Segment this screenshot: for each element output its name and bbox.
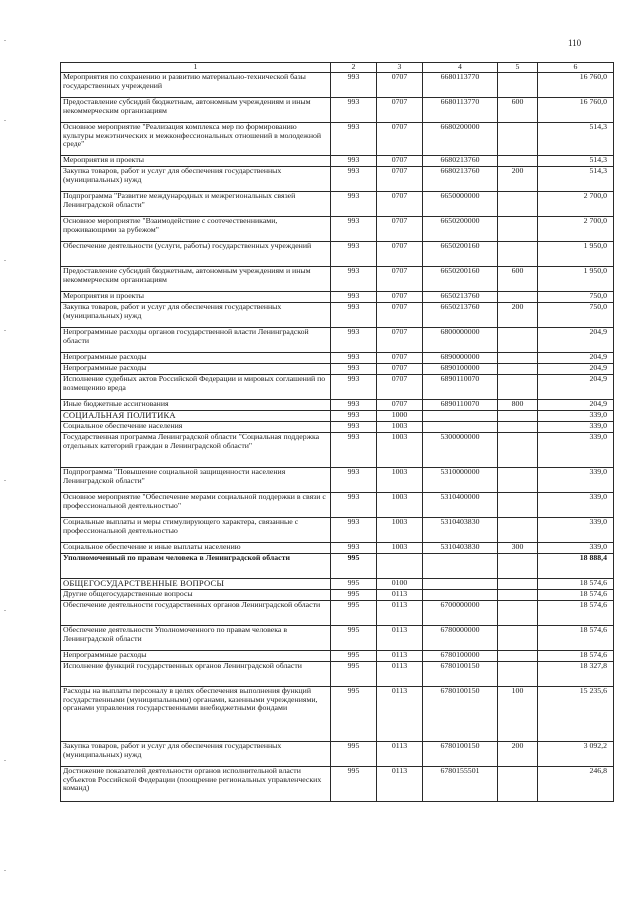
row-amount-cell: 204,9 [538, 328, 614, 353]
row-expense-type-cell: 600 [498, 267, 538, 292]
row-section-code-cell: 0707 [377, 328, 423, 353]
column-header: 1 [61, 63, 331, 73]
row-name-cell: Закупка товаров, работ и услуг для обеспечения государственных (муниципальных) нужд [61, 742, 331, 767]
row-name-cell: Основное мероприятие "Реализация комплекса мер по формированию культуры межэтнических и межконфессиональных отношений в молодежной среде" [61, 123, 331, 156]
row-name-cell: Обеспечение деятельности государственных органов Ленинградской области [61, 601, 331, 626]
row-amount-cell: 204,9 [538, 400, 614, 411]
row-section-code-cell: 1003 [377, 468, 423, 493]
row-gr-code-cell: 993 [331, 167, 377, 192]
row-name-cell: Предоставление субсидий бюджетным, автономным учреждениям и иным некоммерческим организациям [61, 267, 331, 292]
table-row [61, 518, 614, 543]
row-section-code-cell: 0707 [377, 364, 423, 375]
row-amount-cell: 15 235,6 [538, 687, 614, 742]
row-target-code-cell: 6650000000 [423, 192, 498, 217]
row-target-code-cell: 6650213760 [423, 303, 498, 328]
row-section-code-cell: 0707 [377, 242, 423, 267]
row-expense-type-cell [498, 292, 538, 303]
row-name-cell: Основное мероприятие "Взаимодействие с соотечественниками, проживающими за рубежом" [61, 217, 331, 242]
row-section-code-cell: 0113 [377, 601, 423, 626]
row-name-cell: Обеспечение деятельности Уполномоченного по правам человека в Ленинградской области [61, 626, 331, 651]
row-section-code-cell: 0707 [377, 267, 423, 292]
row-expense-type-cell [498, 590, 538, 601]
table-row [61, 468, 614, 493]
row-section-code-cell: 0113 [377, 687, 423, 742]
row-gr-code-cell: 995 [331, 662, 377, 687]
row-name-cell: Подпрограмма "Повышение социальной защищенности населения Ленинградской области" [61, 468, 331, 493]
row-section-code-cell: 0707 [377, 353, 423, 364]
row-gr-code-cell: 993 [331, 328, 377, 353]
row-target-code-cell: 6680200000 [423, 123, 498, 156]
page-number: 110 [568, 38, 582, 48]
row-name-cell: Достижение показателей деятельности органов исполнительной власти субъектов Российской Федерации (поощрение региональных управленческих команд) [61, 767, 331, 802]
row-name-cell: Исполнение функций государственных органов Ленинградской области [61, 662, 331, 687]
table-row [61, 375, 614, 400]
row-gr-code-cell: 995 [331, 651, 377, 662]
row-gr-code-cell: 995 [331, 626, 377, 651]
row-gr-code-cell: 993 [331, 217, 377, 242]
row-section-code-cell: 1003 [377, 493, 423, 518]
row-gr-code-cell: 993 [331, 433, 377, 468]
row-gr-code-cell: 995 [331, 767, 377, 802]
column-header: 4 [423, 63, 498, 73]
row-target-code-cell: 6680213760 [423, 156, 498, 167]
row-amount-cell: 1 950,0 [538, 242, 614, 267]
row-expense-type-cell [498, 328, 538, 353]
table-row [61, 493, 614, 518]
row-gr-code-cell: 995 [331, 601, 377, 626]
row-amount-cell: 18 888,4 [538, 554, 614, 579]
table-row [61, 123, 614, 156]
row-expense-type-cell: 200 [498, 742, 538, 767]
scan-edge-marks [4, 0, 8, 905]
row-expense-type-cell [498, 468, 538, 493]
row-gr-code-cell: 995 [331, 590, 377, 601]
row-target-code-cell: 6680113770 [423, 73, 498, 98]
row-name-cell: Непрограммные расходы органов государственной власти Ленинградской области [61, 328, 331, 353]
table-row [61, 433, 614, 468]
table-row [61, 651, 614, 662]
row-gr-code-cell: 993 [331, 98, 377, 123]
row-section-code-cell: 0707 [377, 292, 423, 303]
row-name-cell: Социальное обеспечение населения [61, 422, 331, 433]
row-name-cell: Уполномоченный по правам человека в Ленинградской области [61, 554, 331, 579]
row-target-code-cell: 5310403830 [423, 543, 498, 554]
table-row [61, 601, 614, 626]
row-expense-type-cell [498, 73, 538, 98]
row-section-code-cell: 0707 [377, 98, 423, 123]
row-gr-code-cell: 993 [331, 375, 377, 400]
row-name-cell: Другие общегосударственные вопросы [61, 590, 331, 601]
row-amount-cell: 18 327,8 [538, 662, 614, 687]
row-gr-code-cell: 993 [331, 422, 377, 433]
row-target-code-cell: 6890100000 [423, 364, 498, 375]
column-header: 6 [538, 63, 614, 73]
table-row [61, 328, 614, 353]
row-amount-cell: 339,0 [538, 468, 614, 493]
row-expense-type-cell [498, 554, 538, 579]
row-expense-type-cell [498, 375, 538, 400]
row-expense-type-cell [498, 192, 538, 217]
row-target-code-cell: 6650213760 [423, 292, 498, 303]
table-row [61, 242, 614, 267]
table-row [61, 543, 614, 554]
row-name-cell: ОБЩЕГОСУДАРСТВЕННЫЕ ВОПРОСЫ [61, 579, 331, 590]
row-gr-code-cell: 993 [331, 242, 377, 267]
row-target-code-cell: 6800000000 [423, 328, 498, 353]
row-section-code-cell: 0707 [377, 167, 423, 192]
row-target-code-cell [423, 579, 498, 590]
table-row [61, 579, 614, 590]
row-target-code-cell: 6890110070 [423, 375, 498, 400]
row-section-code-cell: 1003 [377, 422, 423, 433]
row-gr-code-cell: 993 [331, 303, 377, 328]
row-name-cell: Мероприятия и проекты [61, 292, 331, 303]
table-row [61, 167, 614, 192]
row-section-code-cell: 0113 [377, 651, 423, 662]
row-gr-code-cell: 993 [331, 156, 377, 167]
table-row [61, 742, 614, 767]
row-name-cell: Мероприятия по сохранению и развитию материально-технической базы государственных учреждений [61, 73, 331, 98]
row-expense-type-cell [498, 422, 538, 433]
row-gr-code-cell: 993 [331, 518, 377, 543]
row-expense-type-cell [498, 433, 538, 468]
row-target-code-cell: 6780100000 [423, 651, 498, 662]
row-expense-type-cell [498, 156, 538, 167]
row-amount-cell: 18 574,6 [538, 626, 614, 651]
row-amount-cell: 18 574,6 [538, 590, 614, 601]
row-gr-code-cell: 995 [331, 687, 377, 742]
row-amount-cell: 1 950,0 [538, 267, 614, 292]
row-section-code-cell: 0707 [377, 217, 423, 242]
row-target-code-cell: 6650200160 [423, 242, 498, 267]
row-amount-cell: 750,0 [538, 303, 614, 328]
budget-table [60, 62, 614, 802]
row-name-cell: Социальное обеспечение и иные выплаты населению [61, 543, 331, 554]
table-header-row [61, 63, 614, 73]
row-section-code-cell: 0707 [377, 400, 423, 411]
row-gr-code-cell: 993 [331, 543, 377, 554]
row-target-code-cell [423, 422, 498, 433]
row-section-code-cell: 1003 [377, 433, 423, 468]
row-expense-type-cell [498, 767, 538, 802]
row-gr-code-cell: 993 [331, 292, 377, 303]
row-gr-code-cell: 993 [331, 364, 377, 375]
row-amount-cell: 16 760,0 [538, 73, 614, 98]
table-row [61, 292, 614, 303]
table-row [61, 687, 614, 742]
table-body [61, 73, 614, 802]
row-name-cell: Закупка товаров, работ и услуг для обеспечения государственных (муниципальных) нужд [61, 167, 331, 192]
row-expense-type-cell [498, 662, 538, 687]
row-section-code-cell: 1000 [377, 411, 423, 422]
row-name-cell: Иные бюджетные ассигнования [61, 400, 331, 411]
row-target-code-cell: 6780000000 [423, 626, 498, 651]
table-row [61, 400, 614, 411]
row-amount-cell: 18 574,6 [538, 601, 614, 626]
row-expense-type-cell: 100 [498, 687, 538, 742]
row-section-code-cell: 1003 [377, 543, 423, 554]
row-expense-type-cell [498, 217, 538, 242]
row-target-code-cell: 5310403830 [423, 518, 498, 543]
table-row [61, 626, 614, 651]
row-amount-cell: 750,0 [538, 292, 614, 303]
row-target-code-cell [423, 411, 498, 422]
row-gr-code-cell: 993 [331, 411, 377, 422]
row-expense-type-cell [498, 364, 538, 375]
row-name-cell: Непрограммные расходы [61, 651, 331, 662]
table-row [61, 303, 614, 328]
row-amount-cell: 2 700,0 [538, 192, 614, 217]
row-expense-type-cell [498, 626, 538, 651]
row-gr-code-cell: 995 [331, 742, 377, 767]
row-amount-cell: 2 700,0 [538, 217, 614, 242]
row-section-code-cell: 0707 [377, 375, 423, 400]
table-row [61, 267, 614, 292]
row-target-code-cell: 6890000000 [423, 353, 498, 364]
row-section-code-cell: 0707 [377, 156, 423, 167]
row-target-code-cell: 6680113770 [423, 98, 498, 123]
row-target-code-cell: 6780100150 [423, 662, 498, 687]
row-expense-type-cell: 600 [498, 98, 538, 123]
row-section-code-cell: 0113 [377, 626, 423, 651]
row-name-cell: Социальные выплаты и меры стимулирующего характера, связанные с профессиональной деятельностью [61, 518, 331, 543]
row-name-cell: Непрограммные расходы [61, 353, 331, 364]
row-expense-type-cell: 800 [498, 400, 538, 411]
row-name-cell: Непрограммные расходы [61, 364, 331, 375]
row-section-code-cell [377, 554, 423, 579]
table-row [61, 156, 614, 167]
row-amount-cell: 339,0 [538, 518, 614, 543]
column-header: 2 [331, 63, 377, 73]
row-section-code-cell: 0113 [377, 590, 423, 601]
row-section-code-cell: 0113 [377, 662, 423, 687]
row-name-cell: Мероприятия и проекты [61, 156, 331, 167]
row-amount-cell: 246,8 [538, 767, 614, 802]
table-row [61, 422, 614, 433]
row-gr-code-cell: 993 [331, 353, 377, 364]
row-gr-code-cell: 993 [331, 73, 377, 98]
row-amount-cell: 3 092,2 [538, 742, 614, 767]
row-amount-cell: 204,9 [538, 364, 614, 375]
row-amount-cell: 18 574,6 [538, 651, 614, 662]
row-target-code-cell: 6650200000 [423, 217, 498, 242]
row-amount-cell: 16 760,0 [538, 98, 614, 123]
row-section-code-cell: 0707 [377, 192, 423, 217]
row-name-cell: СОЦИАЛЬНАЯ ПОЛИТИКА [61, 411, 331, 422]
row-expense-type-cell [498, 493, 538, 518]
row-section-code-cell: 0113 [377, 767, 423, 802]
row-amount-cell: 204,9 [538, 375, 614, 400]
row-amount-cell: 514,3 [538, 156, 614, 167]
column-header: 3 [377, 63, 423, 73]
row-section-code-cell: 0707 [377, 123, 423, 156]
row-expense-type-cell: 300 [498, 543, 538, 554]
row-name-cell: Основное мероприятие "Обеспечение мерами социальной поддержки в связи с профессиональной деятельностью" [61, 493, 331, 518]
row-amount-cell: 339,0 [538, 433, 614, 468]
table-row [61, 73, 614, 98]
row-gr-code-cell: 995 [331, 579, 377, 590]
row-amount-cell: 339,0 [538, 543, 614, 554]
row-amount-cell: 18 574,6 [538, 579, 614, 590]
table-row [61, 192, 614, 217]
row-target-code-cell: 6700000000 [423, 601, 498, 626]
row-name-cell: Предоставление субсидий бюджетным, автономным учреждениям и иным некоммерческим организациям [61, 98, 331, 123]
row-target-code-cell: 6780100150 [423, 742, 498, 767]
row-target-code-cell: 6780100150 [423, 687, 498, 742]
table-row [61, 411, 614, 422]
row-target-code-cell: 6890110070 [423, 400, 498, 411]
row-name-cell: Обеспечение деятельности (услуги, работы) государственных учреждений [61, 242, 331, 267]
row-gr-code-cell: 993 [331, 493, 377, 518]
row-target-code-cell: 5310000000 [423, 468, 498, 493]
row-target-code-cell: 6680213760 [423, 167, 498, 192]
table-row [61, 554, 614, 579]
table-row [61, 662, 614, 687]
row-target-code-cell: 5310400000 [423, 493, 498, 518]
row-expense-type-cell [498, 651, 538, 662]
table-row [61, 767, 614, 802]
row-expense-type-cell [498, 579, 538, 590]
row-gr-code-cell: 993 [331, 400, 377, 411]
row-gr-code-cell: 993 [331, 123, 377, 156]
column-header: 5 [498, 63, 538, 73]
row-name-cell: Расходы на выплаты персоналу в целях обеспечения выполнения функций государственными (муниципальными) органами, казенными учреждениями, органами управления государственными внебюджетными фондами [61, 687, 331, 742]
row-section-code-cell: 1003 [377, 518, 423, 543]
table-row [61, 364, 614, 375]
row-name-cell: Подпрограмма "Развитие международных и межрегиональных связей Ленинградской области" [61, 192, 331, 217]
table-row [61, 98, 614, 123]
row-section-code-cell: 0707 [377, 303, 423, 328]
row-expense-type-cell [498, 411, 538, 422]
row-section-code-cell: 0100 [377, 579, 423, 590]
row-gr-code-cell: 993 [331, 267, 377, 292]
row-section-code-cell: 0707 [377, 73, 423, 98]
row-section-code-cell: 0113 [377, 742, 423, 767]
row-amount-cell: 339,0 [538, 411, 614, 422]
table-row [61, 590, 614, 601]
row-amount-cell: 339,0 [538, 493, 614, 518]
table-row [61, 353, 614, 364]
row-name-cell: Исполнение судебных актов Российской Федерации и мировых соглашений по возмещению вреда [61, 375, 331, 400]
row-expense-type-cell: 200 [498, 167, 538, 192]
row-gr-code-cell: 993 [331, 192, 377, 217]
row-amount-cell: 204,9 [538, 353, 614, 364]
row-expense-type-cell: 200 [498, 303, 538, 328]
row-gr-code-cell: 995 [331, 554, 377, 579]
table-row [61, 217, 614, 242]
row-gr-code-cell: 993 [331, 468, 377, 493]
row-amount-cell: 514,3 [538, 167, 614, 192]
row-target-code-cell [423, 554, 498, 579]
row-name-cell: Государственная программа Ленинградской области "Социальная поддержка отдельных категорий граждан в Ленинградской области" [61, 433, 331, 468]
row-target-code-cell: 6780155501 [423, 767, 498, 802]
row-target-code-cell: 6650200160 [423, 267, 498, 292]
row-expense-type-cell [498, 123, 538, 156]
row-expense-type-cell [498, 601, 538, 626]
row-amount-cell: 514,3 [538, 123, 614, 156]
row-target-code-cell: 5300000000 [423, 433, 498, 468]
row-target-code-cell [423, 590, 498, 601]
row-expense-type-cell [498, 242, 538, 267]
row-amount-cell: 339,0 [538, 422, 614, 433]
row-expense-type-cell [498, 353, 538, 364]
row-name-cell: Закупка товаров, работ и услуг для обеспечения государственных (муниципальных) нужд [61, 303, 331, 328]
row-expense-type-cell [498, 518, 538, 543]
